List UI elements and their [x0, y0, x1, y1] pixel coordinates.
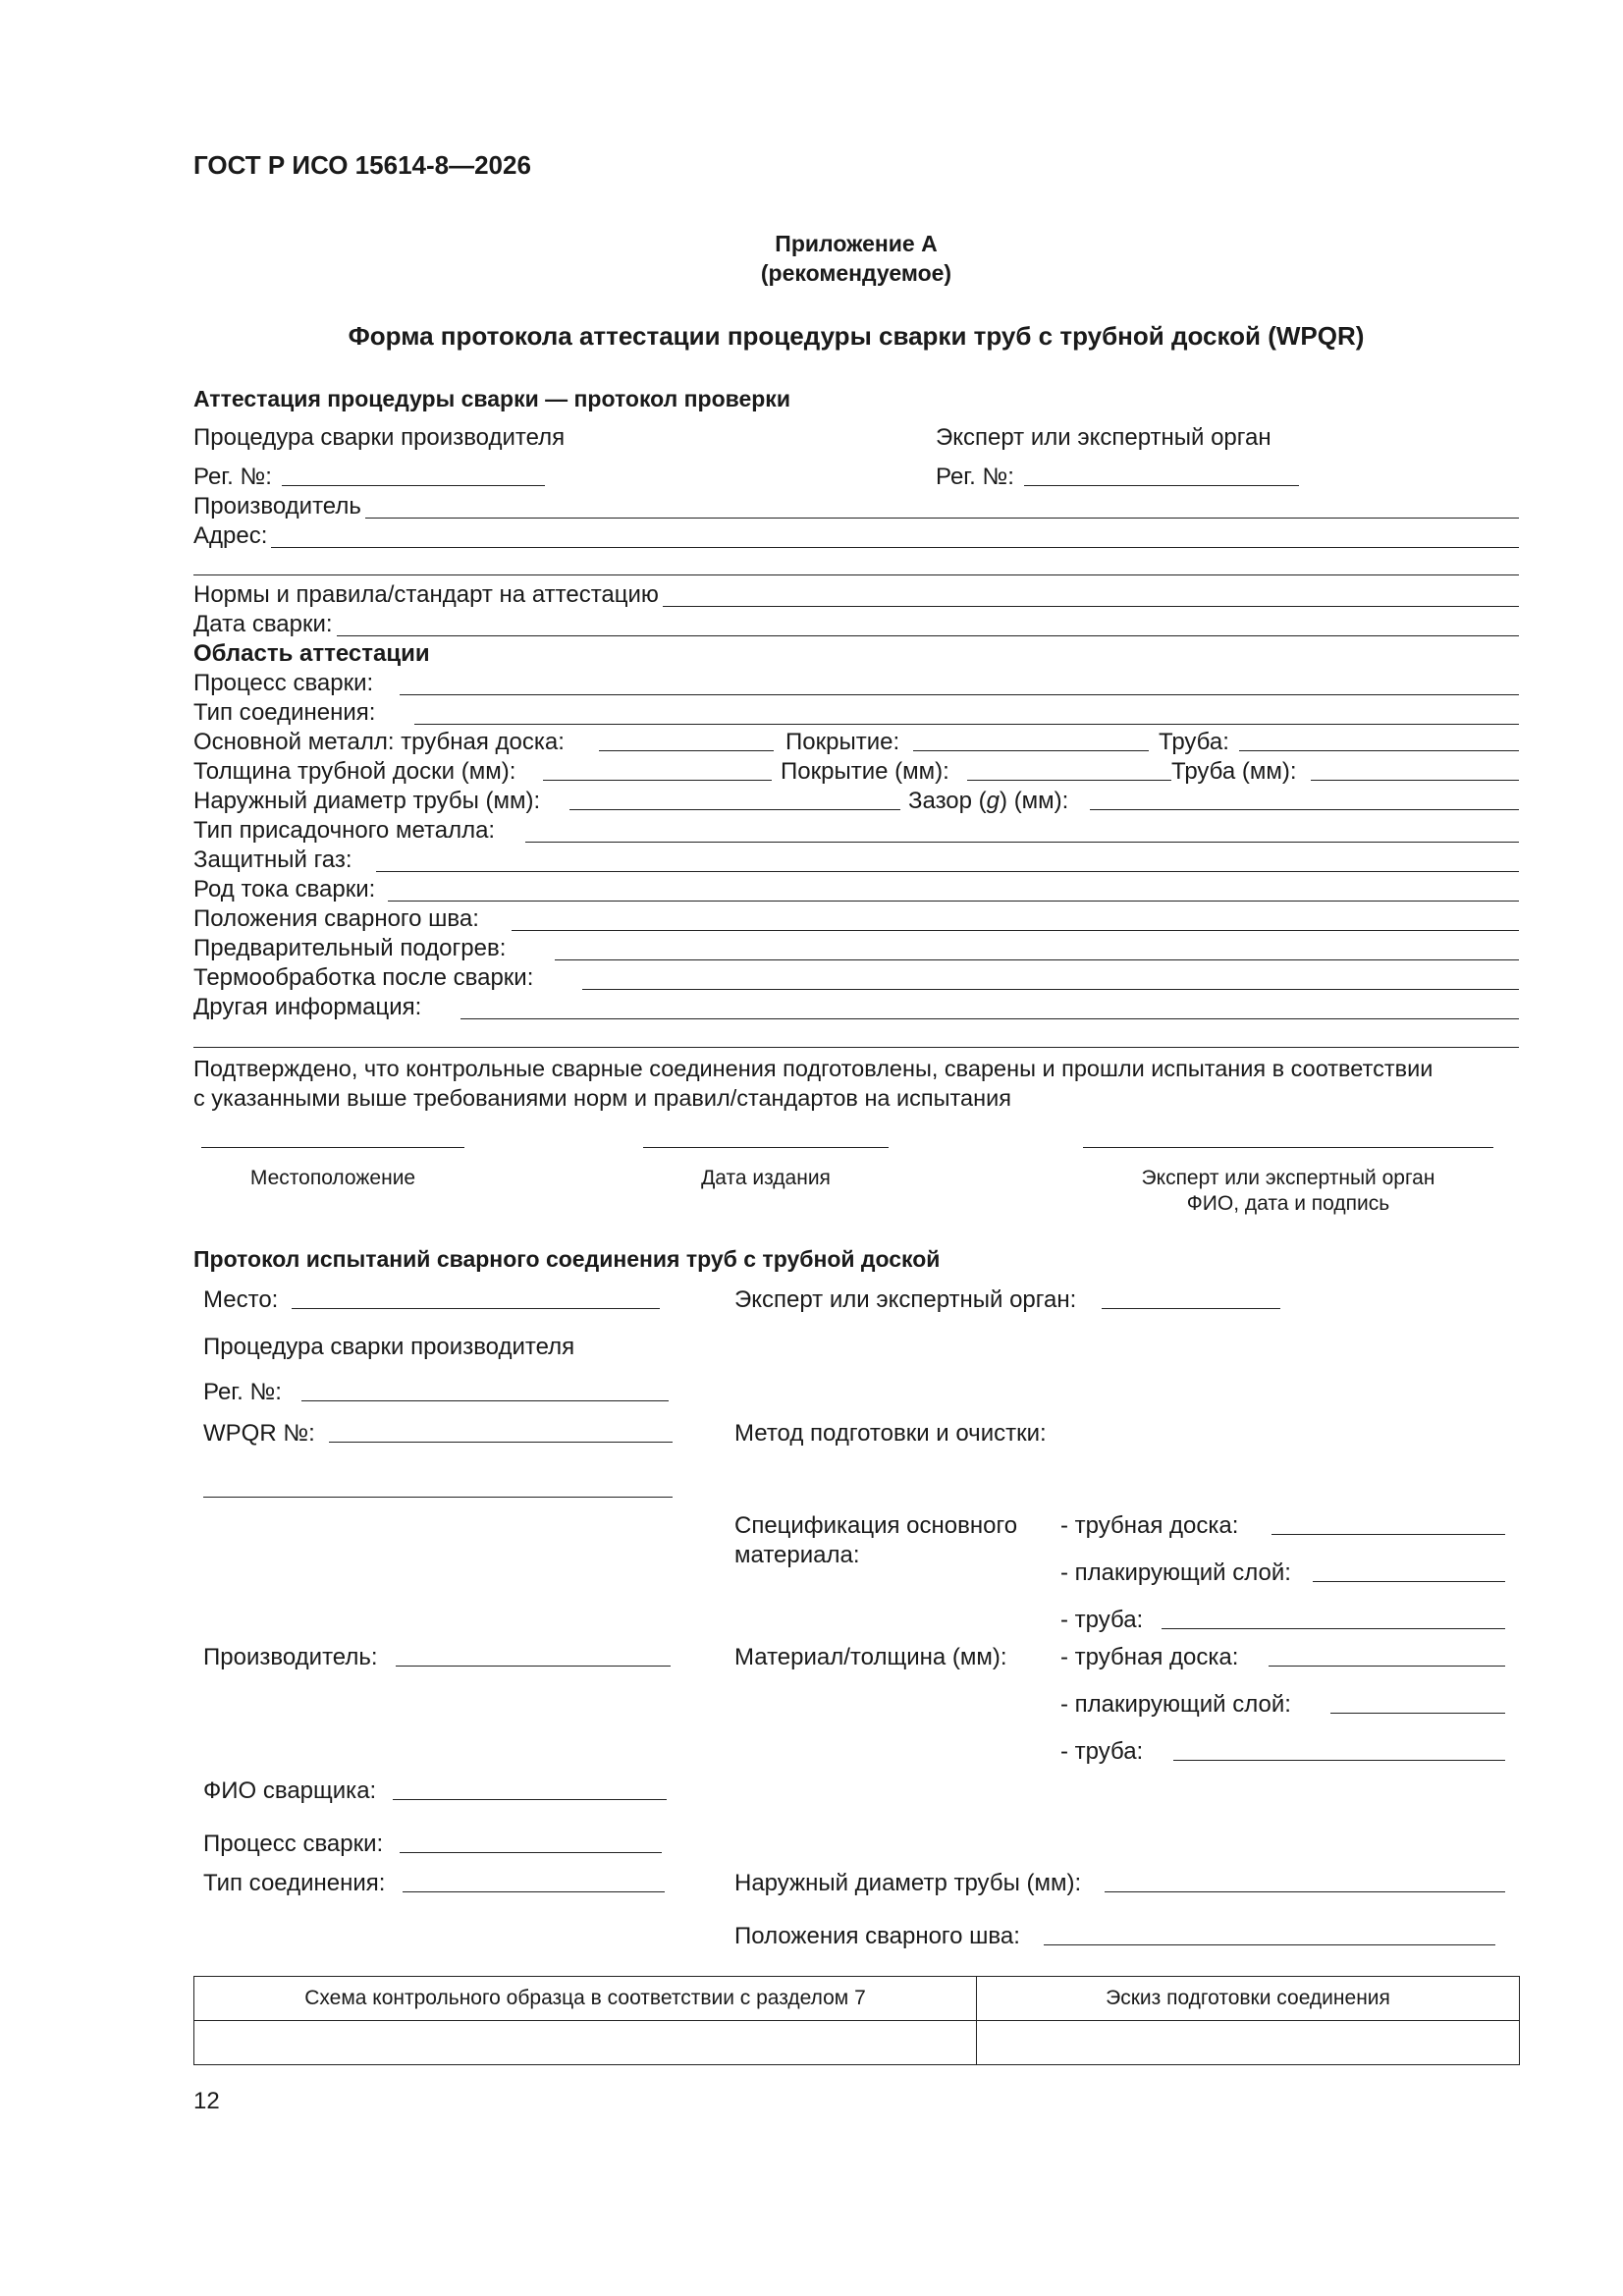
- other-info-label: Другая информация:: [193, 994, 425, 1021]
- page-number: 12: [193, 2088, 220, 2114]
- clad-field-2[interactable]: [1330, 1713, 1505, 1714]
- norms-label: Нормы и правила/стандарт на аттестацию: [193, 581, 663, 609]
- base-spec-label-1: Спецификация основного: [734, 1512, 1018, 1539]
- expert-label-2: Эксперт или экспертный орган:: [734, 1286, 1077, 1313]
- wpqr-field-2[interactable]: [203, 1497, 673, 1498]
- current-label: Род тока сварки:: [193, 876, 379, 903]
- pipe-label: Труба:: [1159, 729, 1229, 755]
- signature-date-caption: Дата издания: [701, 1167, 831, 1189]
- pipe-mm-field[interactable]: [1311, 780, 1519, 781]
- reg-field-2[interactable]: [301, 1400, 669, 1401]
- confirmation-text-1: Подтверждено, что контрольные сварные соединения подготовлены, сварены и прошли испытания в соответствии: [193, 1056, 1434, 1081]
- clad-label-2: - плакирующий слой:: [1060, 1691, 1291, 1718]
- manufacturer-field[interactable]: [193, 493, 1519, 522]
- pipe-field-1[interactable]: [1162, 1628, 1505, 1629]
- other-info-field[interactable]: [193, 994, 1519, 1023]
- manufacturer-label: Производитель: [193, 493, 365, 520]
- preheat-field[interactable]: [193, 935, 1519, 964]
- plate-thickness-field[interactable]: [543, 780, 772, 781]
- base-metal-label: Основной металл: трубная доска:: [193, 729, 565, 755]
- base-spec-label-2: материала:: [734, 1542, 860, 1568]
- positions-field[interactable]: [193, 905, 1519, 935]
- coating-label: Покрытие:: [785, 729, 900, 755]
- joint-type-field[interactable]: [193, 699, 1519, 729]
- place-field[interactable]: [292, 1308, 660, 1309]
- joint-type-label: Тип соединения:: [193, 699, 379, 727]
- clad-label-1: - плакирующий слой:: [1060, 1559, 1291, 1586]
- filler-label: Тип присадочного металла:: [193, 817, 499, 845]
- signature-expert-caption-1: Эксперт или экспертный орган: [1141, 1167, 1435, 1189]
- tube-plate-label-1: - трубная доска:: [1060, 1512, 1239, 1539]
- manufacturer-procedure-label: Процедура сварки производителя: [193, 424, 566, 451]
- other-info-field-2[interactable]: [193, 1047, 1519, 1048]
- pipe-mm-label: Труба (мм):: [1171, 758, 1297, 785]
- scope-heading: Область аттестации: [193, 640, 430, 667]
- joint-type-label-2: Тип соединения:: [203, 1870, 386, 1896]
- tube-plate-label-2: - трубная доска:: [1060, 1644, 1239, 1670]
- clad-field-1[interactable]: [1313, 1581, 1505, 1582]
- expert-field-2[interactable]: [1102, 1308, 1280, 1309]
- plate-thickness-label: Толщина трубной доски (мм):: [193, 758, 516, 785]
- annex-status: (рекомендуемое): [760, 260, 952, 286]
- joint-sketch-header: Эскиз подготовки соединения: [977, 1977, 1520, 2021]
- outer-diameter-field-2[interactable]: [1105, 1891, 1505, 1892]
- process-label-2: Процесс сварки:: [203, 1831, 384, 1857]
- signature-location-caption: Местоположение: [249, 1167, 416, 1189]
- expert-label: Эксперт или экспертный орган: [936, 424, 1271, 451]
- pwht-field[interactable]: [193, 964, 1519, 994]
- welder-field[interactable]: [393, 1799, 667, 1800]
- specimen-scheme-cell[interactable]: [194, 2021, 977, 2065]
- reg-left-label: Рег. №:: [193, 464, 272, 490]
- shield-gas-label: Защитный газ:: [193, 847, 356, 874]
- positions-label-2: Положения сварного шва:: [734, 1923, 1020, 1949]
- shield-gas-field[interactable]: [193, 847, 1519, 876]
- annex-title: Приложение А: [775, 231, 938, 256]
- procedure-label-2: Процедура сварки производителя: [203, 1334, 575, 1360]
- standard-number: ГОСТ Р ИСО 15614-8—2026: [193, 150, 531, 180]
- specimen-scheme-header: Схема контрольного образца в соответствии с разделом 7: [194, 1977, 977, 2021]
- specimen-table: [193, 1976, 1520, 2065]
- signature-location-line[interactable]: [201, 1147, 464, 1148]
- coating-mm-label: Покрытие (мм):: [781, 758, 949, 785]
- place-label: Место:: [203, 1286, 279, 1313]
- coating-field[interactable]: [913, 750, 1149, 751]
- tube-plate-field-1[interactable]: [1271, 1534, 1505, 1535]
- weld-date-label: Дата сварки:: [193, 611, 337, 638]
- pipe-label-2: - труба:: [1060, 1738, 1144, 1765]
- wpqr-label: WPQR №:: [203, 1420, 315, 1447]
- section2-heading: Протокол испытаний сварного соединения труб с трубной доской: [193, 1246, 941, 1272]
- pipe-field-2[interactable]: [1173, 1760, 1505, 1761]
- manufacturer-field-2[interactable]: [396, 1666, 671, 1667]
- positions-field-2[interactable]: [1044, 1944, 1495, 1945]
- weld-date-field[interactable]: [193, 611, 1519, 640]
- gap-field[interactable]: [1090, 809, 1519, 810]
- prep-method-label: Метод подготовки и очистки:: [734, 1420, 1047, 1447]
- pwht-label: Термообработка после сварки:: [193, 964, 537, 992]
- form-title: Форма протокола аттестации процедуры сварки труб с трубной доской (WPQR): [348, 321, 1365, 351]
- current-field[interactable]: [193, 876, 1519, 905]
- gap-label: Зазор (g) (мм):: [908, 788, 1069, 814]
- material-thickness-label: Материал/толщина (мм):: [734, 1644, 1007, 1670]
- outer-diameter-field[interactable]: [569, 809, 900, 810]
- process-field-2[interactable]: [400, 1852, 662, 1853]
- process-label: Процесс сварки:: [193, 670, 377, 697]
- coating-mm-field[interactable]: [967, 780, 1171, 781]
- reg-left-field[interactable]: [282, 485, 545, 486]
- base-metal-field[interactable]: [599, 750, 774, 751]
- address-field-2[interactable]: [193, 574, 1519, 575]
- outer-diameter-label: Наружный диаметр трубы (мм):: [193, 788, 541, 814]
- outer-diameter-label-2: Наружный диаметр трубы (мм):: [734, 1870, 1082, 1896]
- section1-heading: Аттестация процедуры сварки — протокол проверки: [193, 386, 790, 411]
- process-field[interactable]: [193, 670, 1519, 699]
- tube-plate-field-2[interactable]: [1269, 1666, 1505, 1667]
- address-label: Адрес:: [193, 522, 271, 550]
- welder-label: ФИО сварщика:: [203, 1777, 377, 1804]
- filler-field[interactable]: [193, 817, 1519, 847]
- pipe-label-1: - труба:: [1060, 1607, 1144, 1633]
- address-field[interactable]: [193, 522, 1519, 552]
- preheat-label: Предварительный подогрев:: [193, 935, 510, 962]
- wpqr-field[interactable]: [329, 1442, 673, 1443]
- joint-sketch-cell[interactable]: [977, 2021, 1520, 2065]
- reg-right-label: Рег. №:: [936, 464, 1014, 490]
- signature-expert-caption-2: ФИО, дата и подпись: [1186, 1192, 1390, 1215]
- manufacturer-label-2: Производитель:: [203, 1644, 378, 1670]
- joint-type-field-2[interactable]: [403, 1891, 665, 1892]
- confirmation-text-2: с указанными выше требованиями норм и правил/стандартов на испытания: [193, 1085, 1011, 1111]
- positions-label: Положения сварного шва:: [193, 905, 483, 933]
- pipe-field[interactable]: [1239, 750, 1519, 751]
- reg-right-field[interactable]: [1024, 485, 1299, 486]
- norms-field[interactable]: [193, 581, 1519, 611]
- reg-label-2: Рег. №:: [203, 1379, 282, 1405]
- signature-date-line[interactable]: [643, 1147, 889, 1148]
- signature-expert-line[interactable]: [1083, 1147, 1493, 1148]
